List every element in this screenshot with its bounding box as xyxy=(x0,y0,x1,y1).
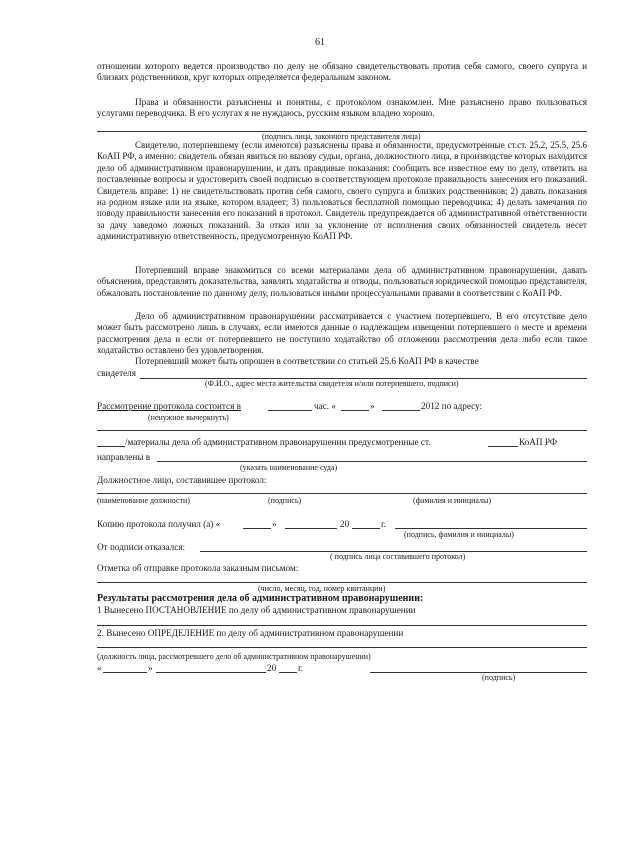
final-date-open: « xyxy=(97,663,102,673)
final-year-field[interactable] xyxy=(279,672,297,673)
final-g: г. xyxy=(298,663,304,673)
mail-field[interactable] xyxy=(97,582,587,583)
review-year: 2012 по адресу: xyxy=(421,401,483,411)
strike-caption: (ненужное вычеркнуть) xyxy=(148,413,229,422)
official-line[interactable] xyxy=(97,493,587,494)
materials-koap: КоАП РФ xyxy=(519,437,558,447)
review-quote: » xyxy=(370,401,375,411)
article-field[interactable] xyxy=(488,446,518,447)
review-hours: час. « xyxy=(314,401,336,411)
result-2-line[interactable] xyxy=(97,647,587,648)
copy-signature-field[interactable] xyxy=(395,528,587,529)
materials-text: /материалы дела об административном правонарушении предусмотренные ст. xyxy=(125,437,431,447)
top-paragraph: отношении которого ведется производство по делу не обязано свидетельствовать против себя самого, своего супруга и близких родственников, круг которых определяется федеральным законом. xyxy=(97,61,587,83)
results-title: Результаты рассмотрения дела об административном правонарушении: xyxy=(97,593,424,604)
official-label: Должностное лицо, составившее протокол: xyxy=(97,475,267,485)
witness-caption: (Ф.И.О., адрес места жительства свидетеля и/или потерпевшего, подписи) xyxy=(205,379,459,388)
court-field[interactable] xyxy=(157,461,587,462)
position-caption: (наименование должности) xyxy=(97,496,190,505)
copy-day-field[interactable] xyxy=(243,528,271,529)
address-line[interactable] xyxy=(97,430,587,431)
refused-label: От подписи отказался: xyxy=(97,542,186,552)
final-date-close: » xyxy=(148,663,153,673)
page-number: 61 xyxy=(315,37,325,48)
questioned-paragraph: Потерпевший может быть опрошен в соответствии со статьей 25.6 КоАП РФ в качестве xyxy=(135,356,479,366)
victim-paragraph: Потерпевший вправе знакомиться со всеми материалами дела об административном правонарушении, давать объяснения, представлять доказательства, заявлять ходатайства и отводы, пользоваться юридической помощью представителя, обжаловать постановление по данному делу, пользоваться иными процессуальными правами в соответствии с КоАП РФ. xyxy=(97,265,587,298)
copy-received: Копию протокола получил (а) « xyxy=(97,519,221,529)
final-signature-field[interactable] xyxy=(370,672,587,673)
mail-caption: (число, месяц, год, номер квитанции) xyxy=(258,584,386,593)
rights-paragraph: Права и обязанности разъяснены и понятны, с протоколом ознакомлен. Мне разъяснено право пользоваться услугами переводчика. В его услугах я не нуждаюсь, русским языком владею хорошо. xyxy=(97,97,587,119)
mail-label: Отметка об отправке протокола заказным письмом: xyxy=(97,563,299,573)
copy-year: 20 xyxy=(340,519,350,529)
copy-g: г. xyxy=(381,519,387,529)
reviewer-caption: (должность лица, рассмотревшего дело об административном правонарушении) xyxy=(97,652,371,661)
case-paragraph: Дело об административном правонарушении рассматривается с участием потерпевшего. В его отсутствие дело может быть рассмотрено лишь в случаях, если имеются данные о надлежащем извещении потерпевшего о месте и времени рассмотрения дела и если от потерпевшего не поступило ходатайство об отложении рассмотрения дела либо если такое ходатайство оставлено без удовлетворения. xyxy=(97,311,587,356)
name-caption: (фамилия и инициалы) xyxy=(413,496,492,505)
review-day-field[interactable] xyxy=(341,410,369,411)
result-2: 2. Вынесено ОПРЕДЕЛЕНИЕ по делу об административном правонарушении xyxy=(97,628,404,638)
sent-to: направлены в xyxy=(97,452,151,462)
final-sig-caption: (подпись) xyxy=(482,673,516,682)
materials-blank[interactable] xyxy=(97,446,125,447)
copy-caption: (подпись, фамилия и инициалы) xyxy=(404,530,514,539)
final-day-field[interactable] xyxy=(103,672,147,673)
witness-paragraph: Свидетелю, потерпевшему (если имеются) разъяснены права и обязанности, предусмотренные ст.ст. 25.2, 25.5, 25.6 КоАП РФ, а именно: свидетель обязан явиться по вызову судьи, органа, должностного лица, в производстве которых находится дело об административном правонарушении, и дать правдивые показания: сообщить все известное ему по делу, ответить на поставленные вопросы и удостоверить своей подписью в соответствующем протоколе правильность занесения его показаний. Свидетель вправе: 1) не свидетельствовать против себя самого, своего супруга и близких родственников; 2) давать показания на родном языке или на языке, котором владеет; 3) пользоваться бесплатной помощью переводчика; 4) делать замечания по поводу правильности занесения его показаний в протокол. Свидетель предупреждается об административной ответственности за дачу заведомо ложных показаний. За отказ или за уклонение от исполнения своих обязанностей свидетель несет административную ответственность, предусмотренную КоАП РФ. xyxy=(97,140,587,242)
result-1: 1 Вынесено ПОСТАНОВЛЕНИЕ по делу об административном правонарушении xyxy=(97,605,416,615)
court-caption: (указать наименование суда) xyxy=(240,463,338,472)
final-month-field[interactable] xyxy=(156,672,266,673)
review-label: Рассмотрение протокола состоится в xyxy=(97,401,241,411)
review-time-field[interactable] xyxy=(268,410,312,411)
refused-caption: ( подпись лица составившего протокол) xyxy=(330,552,466,561)
signature-caption: (подпись) xyxy=(268,496,302,505)
signature-caption-1: (подпись лица, законного представителя лица) xyxy=(262,132,421,141)
copy-quote: » xyxy=(272,519,277,529)
result-1-line[interactable] xyxy=(97,625,587,626)
copy-year-field[interactable] xyxy=(352,528,380,529)
review-month-field[interactable] xyxy=(382,410,420,411)
witness-word: свидетеля xyxy=(97,368,136,378)
final-year: 20 xyxy=(267,663,277,673)
copy-month-field[interactable] xyxy=(285,528,337,529)
